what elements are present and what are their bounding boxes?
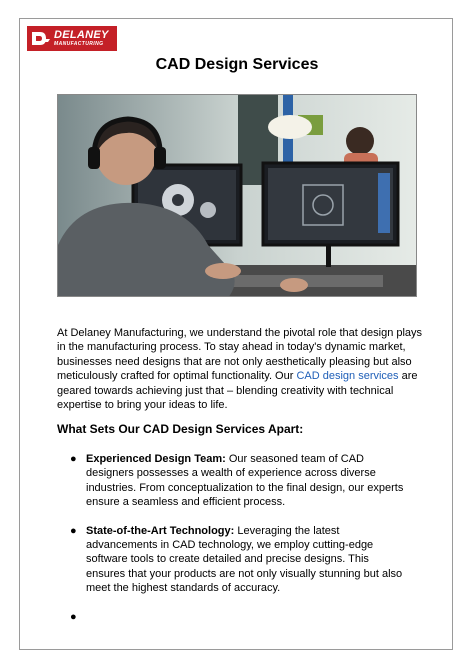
logo-name: DELANEY: [54, 29, 109, 41]
bullet-icon: ●: [70, 610, 77, 623]
cad-workstation-photo: [57, 94, 417, 297]
cad-design-services-link[interactable]: CAD design services: [296, 370, 399, 383]
bullet-icon: ●: [70, 524, 77, 537]
page-title: CAD Design Services: [155, 56, 319, 73]
intro-text-after: are geared towards achieving just that – blending creativity with technical expertise to bring your ideas to life.: [57, 370, 418, 412]
delaney-logo[interactable]: [27, 26, 117, 51]
logo-mark-icon: [31, 30, 51, 47]
list-item: [70, 452, 410, 510]
list-item: [70, 524, 410, 596]
bullet-text: Our seasoned team of CAD designers possesses a wealth of experience across diverse industries. From conceptualization to the final design, our experts ensure a seamless and efficient process.: [86, 453, 404, 509]
section-heading: What Sets Our CAD Design Services Apart:: [57, 422, 304, 436]
intro-paragraph: [57, 326, 423, 412]
bullet-text: Leveraging the latest advancements in CAD technology, we employ cutting-edge software tools to create detailed and precise designs. This ensures that your products are not only visually stunning but also meet the highest standards of accuracy.: [86, 524, 403, 595]
bullet-title: Experienced Design Team:: [86, 453, 226, 465]
logo-subtitle: MANUFACTURING: [54, 41, 104, 47]
bullet-title: State-of-the-Art Technology:: [86, 524, 235, 537]
intro-text-before: At Delaney Manufacturing, we understand the pivotal role that design plays in the manufacturing process. To stay ahead in today's dynamic market, businesses need designs that are not only aesthetically pleasing but also meticulously crafted for optimal functionality. Our: [57, 327, 423, 383]
feature-list: [70, 452, 410, 623]
bullet-icon: ●: [70, 453, 77, 465]
